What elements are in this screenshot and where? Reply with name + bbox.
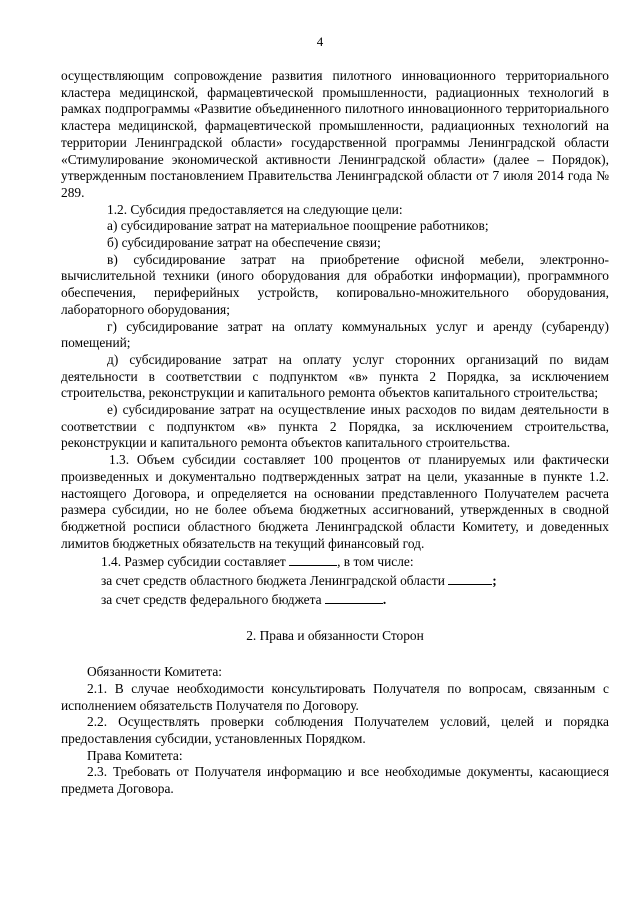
document-body (61, 68, 609, 798)
section-2-title: 2. Права и обязанности Сторон (246, 627, 424, 643)
regional-budget-text: за счет средств областного бюджета Ленинградской области (101, 573, 449, 589)
committee-duties-heading: Обязанности Комитета: (87, 664, 223, 680)
paragraph-1-2-a: а) субсидирование затрат на материальное поощрение работников; (107, 218, 489, 234)
paragraph-2-2: 2.2. Осуществлять проверки соблюдения Получателем условий, целей и порядка предоставления субсидии, установленных Порядком. (61, 714, 609, 747)
paragraph-1-4 (61, 552, 609, 571)
paragraph-1-3: 1.3. Объем субсидии составляет 100 процентов от планируемых или фактически произведенных и документально подтвержденных затрат на цели, указанные в пункте 1.2. настоящего Договора, и определяется на основании представленного Получателем расчета размера субсидии, но не более объема бюджетных ассигнований, утвержденных в сводной бюджетной росписи областного бюджета Ленинградской области Комитету, и доведенных лимитов бюджетных обязательств на текущий финансовый год. (61, 452, 609, 551)
federal-amount-blank (325, 590, 383, 604)
paragraph-intro: осуществляющим сопровождение развития пилотного инновационного территориального кластера медицинской, фармацевтической промышленности, радиационных технологий в рамках подпрограммы «Развитие объединенного пилотного инновационного территориального кластера медицинской, фармацевтической промышленности, радиационных технологий на территории Ленинградской области» государственной программы Ленинградской области «Стимулирование экономической активности Ленинградской области» (далее – Порядок), утвержденным постановлением Правительства Ленинградской области от 7 июля 2014 года № 289. (61, 68, 609, 200)
federal-budget-tail: . (382, 591, 387, 607)
paragraph-federal-budget (61, 590, 609, 609)
regional-amount-blank (448, 571, 492, 585)
page-number: 4 (316, 34, 324, 49)
paragraph-2-3: 2.3. Требовать от Получателя информацию и все необходимые документы, касающиеся предмета Договора. (61, 764, 609, 797)
paragraph-1-2-e: е) субсидирование затрат на осуществление иных расходов по видам деятельности в соответствии с подпунктом «в» пункта 2 Порядка, за исключением строительства, реконструкции и капитального ремонта объектов капитального строительства. (61, 402, 609, 451)
subsidy-amount-blank (289, 552, 337, 566)
paragraph-1-2-g: г) субсидирование затрат на оплату коммунальных услуг и аренду (субаренду) помещений; (61, 318, 609, 351)
federal-budget-text: за счет средств федерального бюджета (101, 591, 325, 607)
paragraph-1-4-text: 1.4. Размер субсидии составляет (101, 554, 290, 570)
paragraph-1-4-tail: , в том числе: (337, 554, 414, 570)
paragraph-1-2-v: в) субсидирование затрат на приобретение офисной мебели, электронно-вычислительной техники (иного оборудования для обработки информации), программного обеспечения, периферийных устройств, копировально-множительного оборудования, лабораторного оборудования; (61, 251, 609, 317)
paragraph-regional-budget (61, 571, 609, 590)
paragraph-2-1: 2.1. В случае необходимости консультировать Получателя по вопросам, связанным с исполнением обязательств Получателя по Договору. (61, 680, 609, 713)
regional-budget-tail: ; (492, 573, 497, 589)
committee-rights-heading: Права Комитета: (87, 747, 183, 763)
paragraph-1-2-b: б) субсидирование затрат на обеспечение связи; (107, 235, 381, 251)
paragraph-1-2-d: д) субсидирование затрат на оплату услуг сторонних организаций по видам деятельности в соответствии с подпунктом «в» пункта 2 Порядка, за исключением строительства, реконструкции и капитального ремонта объектов капитального строительства; (61, 351, 609, 401)
paragraph-1-2: 1.2. Субсидия предоставляется на следующие цели: (107, 201, 403, 217)
